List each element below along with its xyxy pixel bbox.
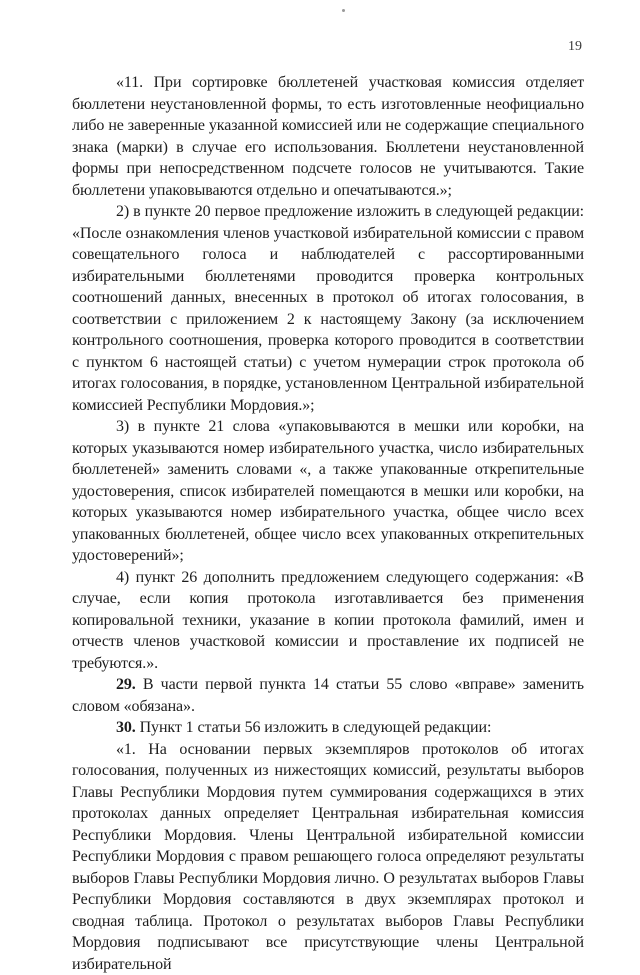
paragraph-text: 3) в пункте 21 слова «упаковываются в мешки или коробки, на которых указываются номер избирательного участка, число избирательных бюллетеней» заменить словами «, а также упакованные открепительные удостоверения, список избирателей помещаются в мешки или коробки, на которых указываются номер избирательного участка, общее число всех упакованных бюллетеней, общее число всех упакованных открепительных удостоверений»; xyxy=(72,418,584,564)
scan-artifact-dot xyxy=(342,9,345,12)
paragraph-quote-point-11 xyxy=(72,72,584,201)
page-number: 19 xyxy=(568,39,582,55)
section-number: 29. xyxy=(116,676,136,693)
paragraph-section-29 xyxy=(72,674,584,717)
paragraph-quote-point-1 xyxy=(72,739,584,975)
paragraph-text: 4) пункт 26 дополнить предложением следующего содержания: «В случае, если копия протокола изготавливается без применения копировальной техники, указание в копии протокола фамилий, имен и отчеств членов участковой комиссии и проставление их подписей не требуются.». xyxy=(72,569,584,672)
section-number: 30. xyxy=(116,719,136,736)
paragraph-item-4 xyxy=(72,567,584,675)
paragraph-text: «1. На основании первых экземпляров протоколов об итогах голосования, полученных из нижестоящих комиссий, результаты выборов Главы Республики Мордовия путем суммирования содержащихся в этих протоколах данных определяет Центральная избирательная комиссия Республики Мордовия. Члены Центральной избирательной комиссии Республики Мордовия с правом решающего голоса определяют результаты выборов Главы Республики Мордовия лично. О результатах выборов Главы Республики Мордовия составляются в двух экземплярах протокол и сводная таблица. Протокол о результатах выборов Главы Республики Мордовия подписывают все присутствующие члены Центральной избирательной xyxy=(72,741,584,973)
paragraph-item-2 xyxy=(72,201,584,416)
paragraph-text: 2) в пункте 20 первое предложение изложить в следующей редакции: «После ознакомления членов участковой избирательной комиссии с правом совещательного голоса и наблюдателей с рассортированными избирательными бюллетенями проводится проверка контрольных соотношений данных, внесенных в протокол об итогах голосования, в соответствии с приложением 2 к настоящему Закону (за исключением контрольного соотношения, проверка которого проводится в соответствии с пунктом 6 настоящей статьи) с учетом нумерации строк протокола об итогах голосования, в порядке, установленном Центральной избирательной комиссией Республики Мордовия.»; xyxy=(72,203,584,414)
paragraph-item-3 xyxy=(72,416,584,567)
paragraph-text: «11. При сортировке бюллетеней участковая комиссия отделяет бюллетени неустановленной формы, то есть изготовленные неофициально либо не заверенные указанной комиссией или не содержащие специального знака (марки) в случае его использования. Бюллетени неустановленной формы при непосредственном подсчете голосов не учитываются. Такие бюллетени упаковываются отдельно и опечатываются.»; xyxy=(72,74,584,199)
paragraph-section-30 xyxy=(72,717,584,739)
document-body xyxy=(72,72,584,975)
paragraph-text: В части первой пункта 14 статьи 55 слово «вправе» заменить словом «обязана». xyxy=(72,676,584,715)
paragraph-text: Пункт 1 статьи 56 изложить в следующей редакции: xyxy=(136,719,492,736)
